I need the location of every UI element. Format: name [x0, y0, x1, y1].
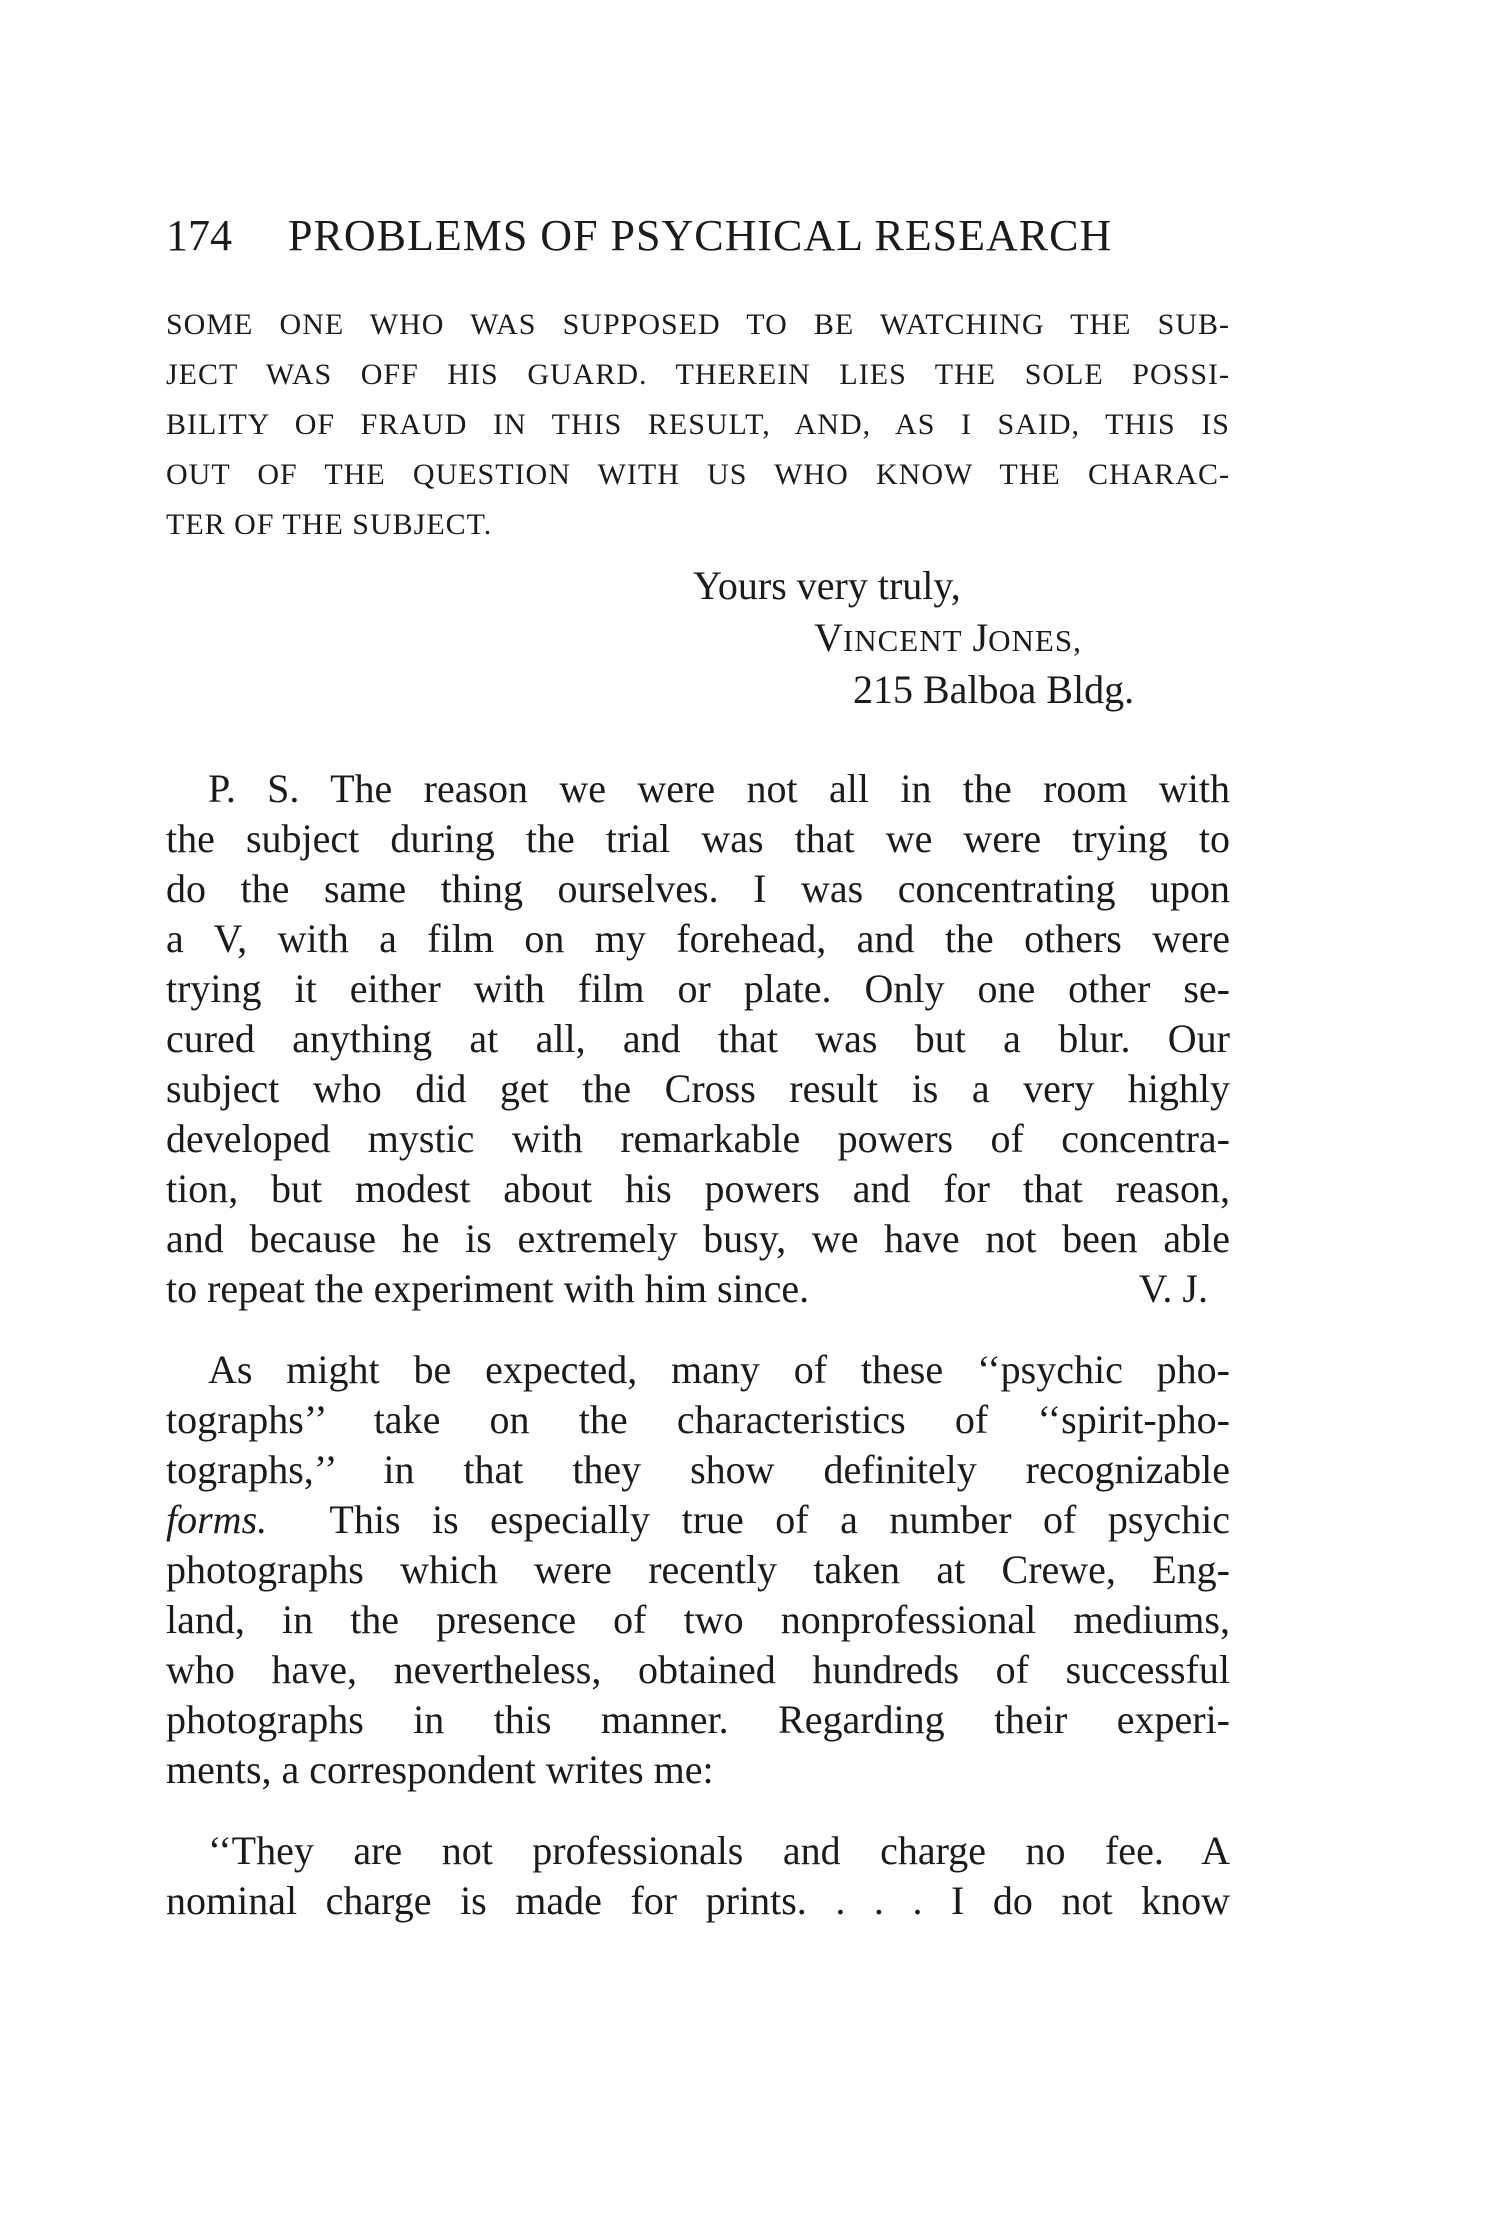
- italic-word: forms.: [166, 1497, 268, 1542]
- paragraph-line: who have, nevertheless, obtained hundreds of successful: [166, 1647, 1230, 1692]
- paragraph-line: tographs,’’ in that they show definitely recognizable: [166, 1447, 1230, 1492]
- postscript-line: trying it either with film or plate. Only one other se-: [166, 966, 1230, 1011]
- postscript-line: and because he is extremely busy, we have not been able: [166, 1216, 1230, 1261]
- signature-closing: Yours very truly,: [693, 563, 961, 608]
- letter-line: BILITY OF FRAUD IN THIS RESULT, AND, AS I SAID, THIS IS: [166, 408, 1230, 441]
- postscript-signoff: V. J.: [1138, 1266, 1208, 1311]
- paragraph-line: photographs which were recently taken at Crewe, Eng-: [166, 1547, 1230, 1592]
- paragraph-line: land, in the presence of two nonprofessional mediums,: [166, 1597, 1230, 1642]
- postscript-last-line: to repeat the experiment with him since. V. J.: [166, 1264, 1230, 1314]
- letter-line: JECT WAS OFF HIS GUARD. THEREIN LIES THE SOLE POSSI-: [166, 358, 1230, 391]
- quote-paragraph: [166, 1826, 1230, 1926]
- paragraph-line: As might be expected, many of these ‘‘psychic pho-: [208, 1347, 1230, 1392]
- postscript-line: a V, with a film on my forehead, and the others were: [166, 916, 1230, 961]
- body-paragraph: [166, 1345, 1230, 1795]
- postscript-line: tion, but modest about his powers and for that reason,: [166, 1166, 1230, 1211]
- paragraph-line-with-italic: forms. This is especially true of a number of psychic: [166, 1497, 1231, 1542]
- running-header: [166, 206, 1236, 266]
- postscript-line: do the same thing ourselves. I was concentrating upon: [166, 866, 1230, 911]
- postscript-line: cured anything at all, and that was but a blur. Our: [166, 1016, 1230, 1061]
- letter-line: OUT OF THE QUESTION WITH US WHO KNOW THE CHARAC-: [166, 458, 1230, 491]
- signature-name: VINCENT JONES,: [814, 615, 1082, 660]
- postscript-line: subject who did get the Cross result is a very highly: [166, 1066, 1230, 1111]
- paragraph-line: photographs in this manner. Regarding their experi-: [166, 1697, 1230, 1742]
- quote-line: ‘‘They are not professionals and charge no fee. A: [208, 1828, 1230, 1873]
- paragraph-line: ments, a correspondent writes me:: [166, 1747, 714, 1792]
- running-title: PROBLEMS OF PSYCHICAL RESEARCH: [288, 211, 1113, 260]
- postscript-line: P. S. The reason we were not all in the room with: [208, 766, 1230, 811]
- letter-line: TER OF THE SUBJECT.: [166, 508, 493, 541]
- paragraph-line: tographs’’ take on the characteristics of ‘‘spirit-pho-: [166, 1397, 1230, 1442]
- postscript-line: the subject during the trial was that we were trying to: [166, 816, 1230, 861]
- letter-line: SOME ONE WHO WAS SUPPOSED TO BE WATCHING THE SUB-: [166, 308, 1230, 341]
- signature-address: 215 Balboa Bldg.: [853, 667, 1135, 712]
- letter-ending: [166, 300, 1230, 550]
- quote-line: nominal charge is made for prints. . . . I do not know: [166, 1878, 1230, 1923]
- page-number: 174: [166, 211, 232, 260]
- postscript: [166, 764, 1230, 1314]
- postscript-line: developed mystic with remarkable powers of concentra-: [166, 1116, 1230, 1161]
